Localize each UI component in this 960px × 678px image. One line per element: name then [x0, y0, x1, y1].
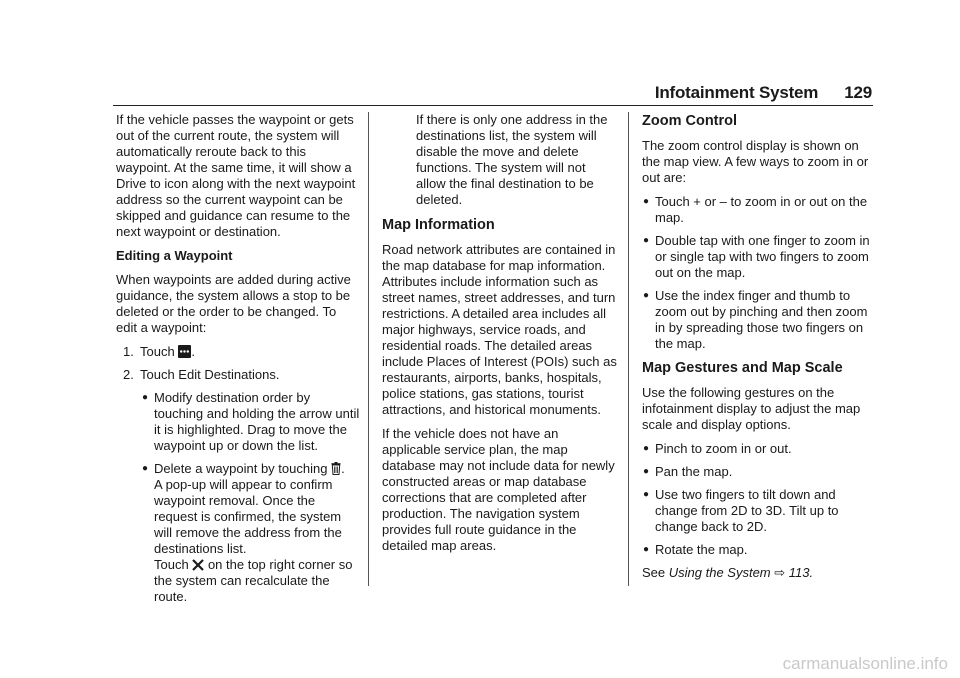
- step-2: 2. Touch Edit Destinations.: [123, 367, 280, 382]
- map-gestures-paragraph: Use the following gestures on the infotainment display to adjust the map scale and display options.: [642, 385, 861, 432]
- header-rule: [113, 105, 873, 106]
- bullet-delete-waypoint: ● Delete a waypoint by touching . A pop-up will appear to confirm waypoint removal. Once the request is confirmed, the system will remove the address from the destinations list. Touch on the top right corner so the system can recalculate the route.: [142, 461, 353, 604]
- zoom-bullet: ● Double tap with one finger to zoom in or single tap with two fingers to zoom out on the map.: [643, 233, 870, 280]
- column-3: [642, 112, 876, 589]
- more-options-icon: [178, 345, 191, 358]
- bullet-dot: ●: [142, 392, 149, 403]
- editing-waypoint-paragraph: When waypoints are added during active guidance, the system allows a stop to be deleted or the order to be changed. To edit a waypoint:: [116, 272, 351, 335]
- single-address-paragraph: If there is only one address in the destinations list, the system will disable the move and delete functions. The system will not allow the final destination to be deleted.: [416, 112, 608, 207]
- close-icon: [192, 559, 204, 571]
- edit-steps: [116, 344, 360, 605]
- bullet-dot: ●: [142, 463, 149, 474]
- gesture-bullet: ● Pan the map.: [643, 464, 733, 479]
- see-reference-page[interactable]: 113.: [788, 565, 814, 580]
- gesture-bullet: ● Rotate the map.: [643, 542, 748, 557]
- service-plan-paragraph: If the vehicle does not have an applicable service plan, the map database may not include data for newly constructed areas or map database corrections that are completed after production. The navigation system provides full route guidance in the detailed map areas.: [382, 426, 615, 553]
- trash-icon: [331, 462, 341, 475]
- zoom-bullet: ● Touch + or – to zoom in or out on the map.: [643, 194, 868, 225]
- column-divider-2: [628, 112, 629, 586]
- map-gestures-heading: Map Gestures and Map Scale: [642, 360, 843, 376]
- zoom-bullet: ● Use the index finger and thumb to zoom out by pinching and then zoom in by spreading those two fingers on the map.: [643, 288, 868, 351]
- waypoint-reroute-paragraph: If the vehicle passes the waypoint or gets out of the current route, the system will automatically reroute back to this waypoint. At the same time, it will show a Drive to icon along with the next waypoint address so the current waypoint can be skipped and guidance can resume to the next waypoint or destination.: [116, 112, 356, 239]
- map-attributes-paragraph: Road network attributes are contained in the map database for map information. Attributes include information such as street names, street addresses, and turn restrictions. A detailed area includes all major highways, service roads, and residential roads. The detailed areas include Places of Interest (POIs) such as restaurants, airports, banks, hospitals, police stations, gas stations, tourist attractions, and historical monuments.: [382, 242, 617, 417]
- page-header: [655, 83, 872, 103]
- bullet-modify-order: ● Modify destination order by touching and holding the arrow until it is highlighted. Drag to move the waypoint up or down the list.: [142, 390, 360, 453]
- column-2: [382, 112, 618, 562]
- see-reference-link[interactable]: Using the System: [668, 565, 771, 580]
- column-1: [116, 112, 360, 612]
- page-number: 129: [844, 83, 872, 102]
- gesture-bullet: ● Use two fingers to tilt down and change from 2D to 3D. Tilt up to change back to 2D.: [643, 487, 839, 534]
- section-title: Infotainment System: [654, 83, 819, 102]
- zoom-control-heading: Zoom Control: [642, 113, 738, 129]
- map-information-heading: Map Information: [382, 217, 495, 233]
- see-reference: See Using the System ⇨ 113.: [642, 565, 814, 580]
- editing-waypoint-subheading: Editing a Waypoint: [116, 248, 233, 263]
- page-ref-arrow-icon: ⇨: [774, 565, 786, 580]
- column-divider-1: [368, 112, 369, 586]
- zoom-control-paragraph: The zoom control display is shown on the map view. A few ways to zoom in or out are:: [642, 138, 869, 185]
- gesture-bullet: ● Pinch to zoom in or out.: [643, 441, 792, 456]
- step-1: 1. Touch .: [123, 344, 195, 359]
- watermark: carmanualsonline.info: [782, 654, 948, 673]
